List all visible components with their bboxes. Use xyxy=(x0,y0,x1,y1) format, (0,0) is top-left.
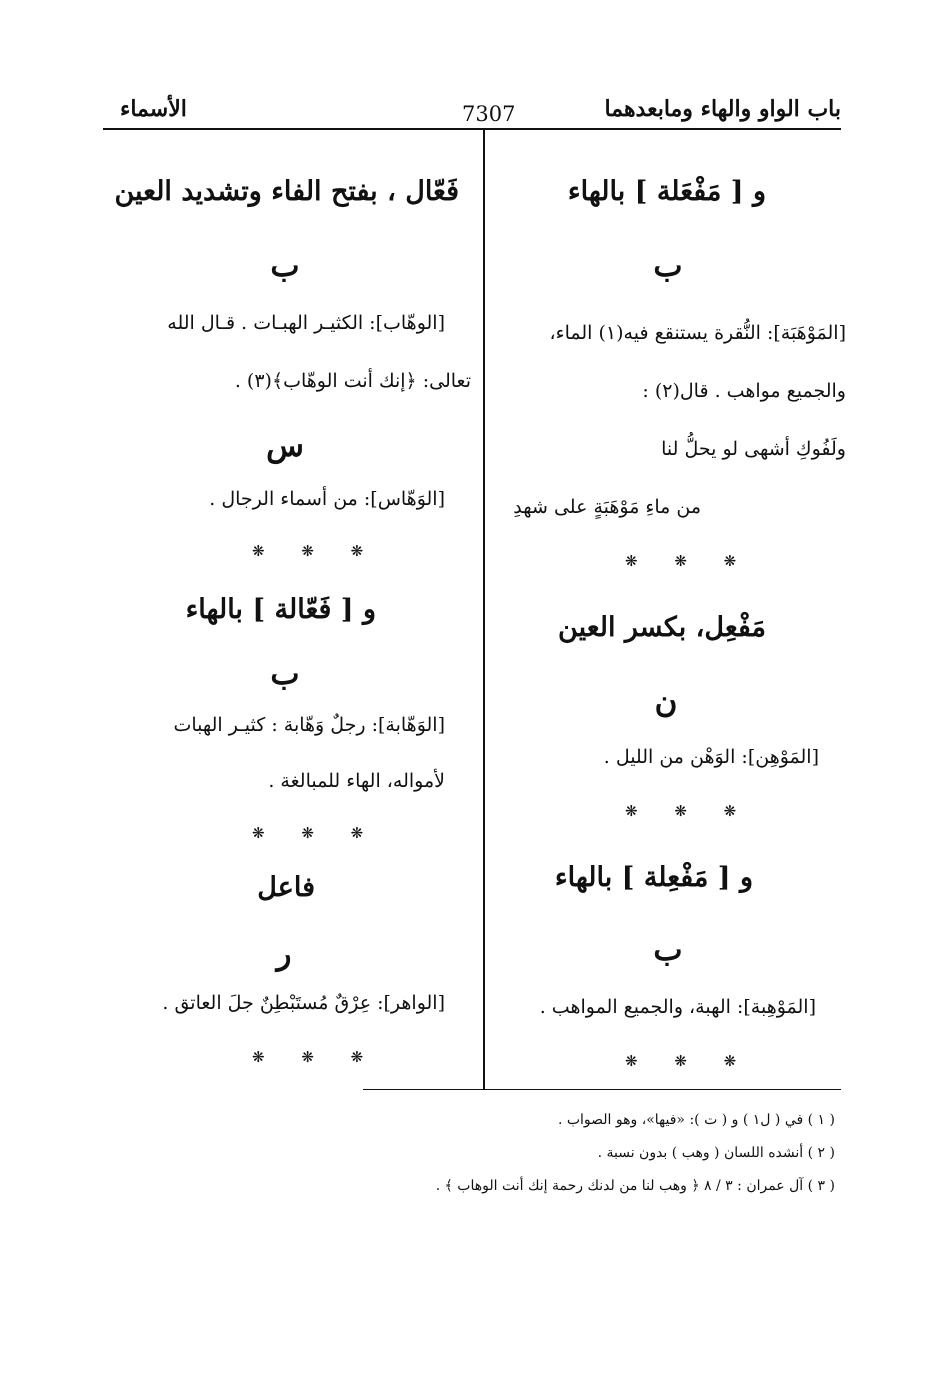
left-letter-3: ب xyxy=(270,656,300,692)
right-letter-2: ن xyxy=(654,684,678,720)
chapter-title: باب الواو والهاء ومابعدهما xyxy=(604,96,841,122)
left-entry-4: [الواهر]: عِرْقٌ مُستَبْطِنٌ جلَ العاتق . xyxy=(162,992,445,1014)
right-entry-1-line-2: والجميع مواهب . قال(٢) : xyxy=(642,380,846,402)
footnote-2: ( ٢ ) أنشده اللسان ( وهب ) بدون نسبة . xyxy=(597,1145,835,1161)
page-number: 7307 xyxy=(462,102,516,126)
left-heading-1: فَعّال ، بفتح الفاء وتشديد العين xyxy=(114,176,459,207)
right-heading-1: و [ مَفْعَلة ] بالهاء xyxy=(567,176,766,207)
footnote-rule xyxy=(363,1089,841,1090)
right-stars-3: ❋ ❋ ❋ xyxy=(625,1052,753,1070)
left-stars-1: ❋ ❋ ❋ xyxy=(252,542,380,560)
right-verse-line-2: من ماءِ مَوْهَبَةٍ على شهدِ xyxy=(513,496,701,518)
right-verse-line-1: ولَفُوكِ أشهى لو يحلُّ لنا xyxy=(661,438,846,460)
left-entry-1-line-1: [الوهّاب]: الكثيـر الهبـات . قـال الله xyxy=(167,312,445,334)
right-letter-3: ب xyxy=(653,932,683,968)
section-title: الأسماء xyxy=(120,96,187,122)
left-entry-1-line-2: تعالى: ﴿إنك أنت الوهّاب﴾(٣) . xyxy=(234,370,471,392)
footnote-3: ( ٣ ) آل عمران : ٣ / ٨ ﴿ وهب لنا من لدنك رحمة إنك أنت الوهاب ﴾ . xyxy=(435,1178,835,1194)
left-stars-3: ❋ ❋ ❋ xyxy=(252,1048,380,1066)
header-rule xyxy=(103,128,841,130)
right-stars-2: ❋ ❋ ❋ xyxy=(625,802,753,820)
left-letter-4: ر xyxy=(276,936,292,972)
left-letter-2: س xyxy=(266,428,304,464)
left-heading-3: فاعل xyxy=(257,872,315,903)
left-entry-3-line-1: [الوَهّابة]: رجلٌ وَهّابة : كثيـر الهبات xyxy=(173,714,445,736)
left-entry-3-line-2: لأمواله، الهاء للمبالغة . xyxy=(268,770,445,792)
footnote-1: ( ١ ) في ( ل١ ) و ( ت ): «فيها»، وهو الصواب . xyxy=(557,1112,835,1128)
right-entry-3: [المَوْهِبة]: الهبة، والجميع المواهب . xyxy=(539,996,816,1018)
right-entry-1-line-1: [المَوْهَبَة]: النُّقرة يستنقع فيه(١) الماء، xyxy=(549,322,846,344)
left-heading-2: و [ فَعّالة ] بالهاء xyxy=(185,594,376,625)
right-heading-2: مَفْعِل، بكسر العين xyxy=(558,612,766,643)
right-heading-3: و [ مَفْعِلة ] بالهاء xyxy=(554,862,753,893)
left-entry-2: [الوَهّاس]: من أسماء الرجال . xyxy=(209,488,445,510)
left-stars-2: ❋ ❋ ❋ xyxy=(252,824,380,842)
column-divider xyxy=(483,128,485,1090)
right-letter-1: ب xyxy=(653,248,683,284)
right-stars-1: ❋ ❋ ❋ xyxy=(625,552,753,570)
left-letter-1: ب xyxy=(270,248,300,284)
right-entry-2: [المَوْهِن]: الوَهْن من الليل . xyxy=(603,746,819,768)
